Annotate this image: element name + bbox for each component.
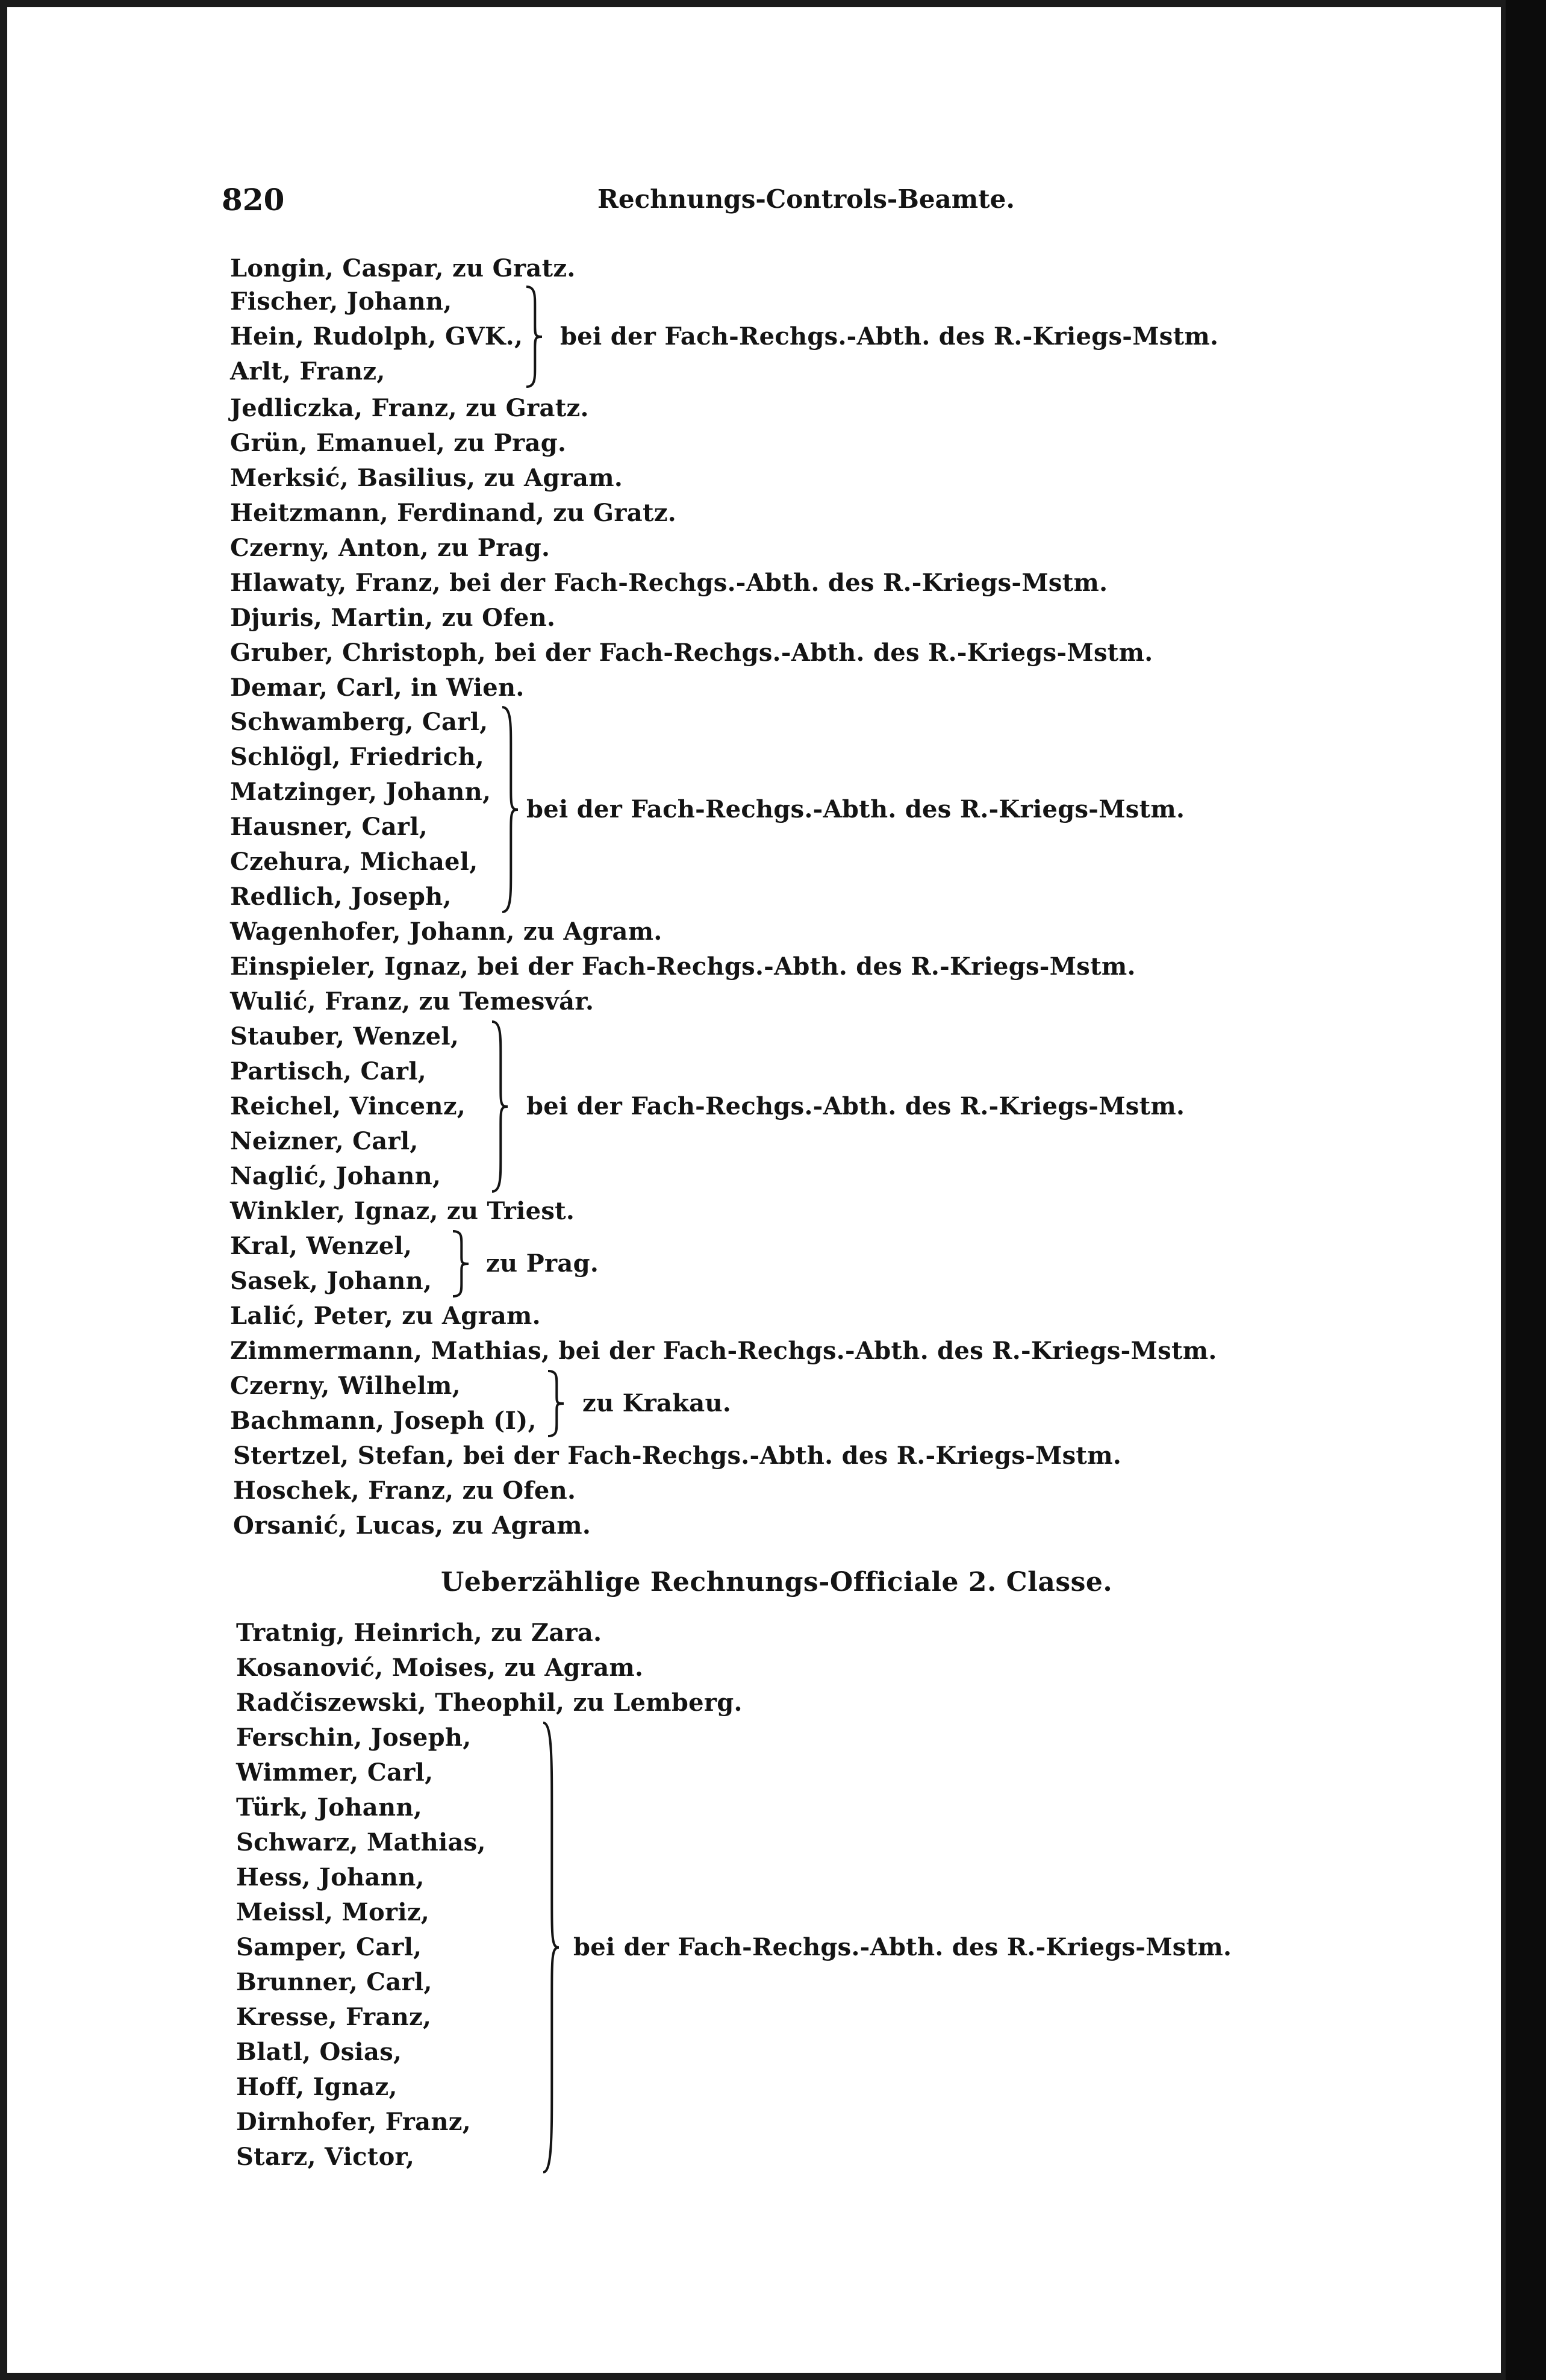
curly-brace-icon (543, 1723, 561, 2172)
list-item-text: Radčiszewski, Theophil, zu Lemberg. (236, 1688, 743, 1717)
group-note: bei der Fach-Rechgs.-Abth. des R.-Kriegs-Mstm. (526, 795, 1185, 823)
group-name: Reichel, Vincenz, (230, 1092, 466, 1120)
list-item-text: Heitzmann, Ferdinand, zu Gratz. (230, 499, 676, 527)
group-name: Redlich, Joseph, (230, 882, 452, 911)
curly-brace-path (526, 287, 542, 387)
running-title: Rechnungs-Controls-Beamte. (597, 184, 1015, 214)
page-header (7, 182, 1501, 218)
curly-brace-icon (492, 1022, 510, 1192)
group-name: Partisch, Carl, (230, 1057, 426, 1085)
list-item (7, 1651, 1501, 1685)
list-item-text: Lalić, Peter, zu Agram. (230, 1302, 541, 1330)
bracketed-group (7, 1369, 1501, 1438)
group-name: Wimmer, Carl, (236, 1758, 434, 1787)
list-item (7, 1438, 1501, 1473)
list-item (7, 1508, 1501, 1543)
group-name: Arlt, Franz, (230, 357, 385, 386)
bracketed-group (7, 1720, 1501, 2175)
curly-brace-path (548, 1371, 564, 1436)
group-note: zu Krakau. (582, 1389, 732, 1417)
list-item (7, 1616, 1501, 1651)
list-item-text: Hlawaty, Franz, bei der Fach-Rechgs.-Abth. des R.-Kriegs-Mstm. (230, 569, 1108, 597)
list-item (7, 251, 1501, 286)
list-item (7, 391, 1501, 426)
group-name: Hoff, Ignaz, (236, 2073, 397, 2101)
list-item (7, 984, 1501, 1019)
group-name: Neizner, Carl, (230, 1127, 419, 1155)
section-heading (7, 1561, 1501, 1604)
list-item (7, 1299, 1501, 1334)
group-name: Hess, Johann, (236, 1863, 425, 1891)
page-number: 820 (222, 182, 285, 217)
list-item-text: Czerny, Anton, zu Prag. (230, 534, 550, 562)
list-item-text: Hoschek, Franz, zu Ofen. (233, 1476, 576, 1505)
group-note: bei der Fach-Rechgs.-Abth. des R.-Kriegs-Mstm. (526, 1092, 1185, 1120)
group-name: Bachmann, Joseph (I), (230, 1407, 537, 1435)
curly-brace-path (543, 1723, 559, 2172)
list-item (7, 1334, 1501, 1369)
group-name: Fischer, Johann, (230, 287, 452, 316)
list-item-text: Stertzel, Stefan, bei der Fach-Rechgs.-Abth. des R.-Kriegs-Mstm. (233, 1441, 1122, 1470)
bracketed-group (7, 705, 1501, 914)
list-item-text: Einspieler, Ignaz, bei der Fach-Rechgs.-Abth. des R.-Kriegs-Mstm. (230, 952, 1136, 981)
group-name: Stauber, Wenzel, (230, 1022, 460, 1051)
list-item (7, 1194, 1501, 1229)
group-name: Samper, Carl, (236, 1933, 422, 1961)
group-name: Matzinger, Johann, (230, 778, 491, 806)
list-item-text: Orsanić, Lucas, zu Agram. (233, 1511, 591, 1540)
group-name: Hausner, Carl, (230, 813, 428, 841)
list-item-text: Demar, Carl, in Wien. (230, 673, 525, 702)
list-item (7, 531, 1501, 566)
list-item-text: Kosanović, Moises, zu Agram. (236, 1654, 644, 1682)
list-item (7, 426, 1501, 461)
list-item (7, 636, 1501, 670)
group-name: Schwarz, Mathias, (236, 1828, 486, 1857)
list-item-text: Grün, Emanuel, zu Prag. (230, 429, 567, 457)
bracketed-group (7, 1229, 1501, 1299)
curly-brace-path (453, 1231, 469, 1296)
group-note: bei der Fach-Rechgs.-Abth. des R.-Kriegs-Mstm. (573, 1933, 1232, 1961)
list-item (7, 496, 1501, 531)
curly-brace-icon (502, 707, 520, 912)
list-item (7, 670, 1501, 705)
group-name: Starz, Victor, (236, 2143, 415, 2171)
group-name: Hein, Rudolph, GVK., (230, 322, 523, 351)
group-name: Schlögl, Friedrich, (230, 743, 484, 771)
list-item-text: Winkler, Ignaz, zu Triest. (230, 1197, 575, 1225)
scan-border (1506, 0, 1546, 2380)
group-note: bei der Fach-Rechgs.-Abth. des R.-Kriegs-Mstm. (560, 322, 1219, 351)
group-name: Dirnhofer, Franz, (236, 2108, 471, 2136)
list-item-text: Djuris, Martin, zu Ofen. (230, 604, 556, 632)
list-item-text: Zimmermann, Mathias, bei der Fach-Rechgs.-Abth. des R.-Kriegs-Mstm. (230, 1337, 1217, 1365)
bracketed-group (7, 1019, 1501, 1194)
list-item (7, 601, 1501, 636)
group-name: Blatl, Osias, (236, 2038, 402, 2066)
list-item (7, 1473, 1501, 1508)
bracketed-group (7, 284, 1501, 389)
list-item-text: Gruber, Christoph, bei der Fach-Rechgs.-Abth. des R.-Kriegs-Mstm. (230, 639, 1153, 667)
document-page (7, 7, 1501, 2373)
list-item-text: Longin, Caspar, zu Gratz. (230, 254, 576, 283)
group-name: Brunner, Carl, (236, 1968, 432, 1996)
list-item (7, 461, 1501, 496)
group-name: Czehura, Michael, (230, 848, 478, 876)
section-heading-text: Ueberzählige Rechnungs-Officiale 2. Classe. (441, 1567, 1113, 1598)
group-note: zu Prag. (486, 1249, 599, 1278)
group-name: Kral, Wenzel, (230, 1232, 413, 1260)
list-item-text: Jedliczka, Franz, zu Gratz. (230, 394, 589, 422)
curly-brace-icon (548, 1371, 566, 1436)
group-name: Kresse, Franz, (236, 2003, 432, 2031)
list-item (7, 566, 1501, 601)
list-item-text: Wagenhofer, Johann, zu Agram. (230, 917, 662, 946)
group-name: Türk, Johann, (236, 1793, 422, 1822)
list-item (7, 949, 1501, 984)
curly-brace-icon (453, 1231, 471, 1296)
group-name: Naglić, Johann, (230, 1162, 441, 1190)
group-name: Ferschin, Joseph, (236, 1723, 472, 1752)
group-name: Czerny, Wilhelm, (230, 1372, 461, 1400)
list-item-text: Tratnig, Heinrich, zu Zara. (236, 1619, 602, 1647)
list-item-text: Wulić, Franz, zu Temesvár. (230, 987, 594, 1016)
list-item (7, 1685, 1501, 1720)
group-name: Sasek, Johann, (230, 1267, 432, 1295)
curly-brace-path (502, 707, 518, 912)
group-name: Meissl, Moriz, (236, 1898, 430, 1926)
curly-brace-icon (526, 287, 544, 387)
list-item (7, 914, 1501, 949)
group-name: Schwamberg, Carl, (230, 708, 488, 736)
list-item-text: Merksić, Basilius, zu Agram. (230, 464, 623, 492)
curly-brace-path (492, 1022, 508, 1192)
